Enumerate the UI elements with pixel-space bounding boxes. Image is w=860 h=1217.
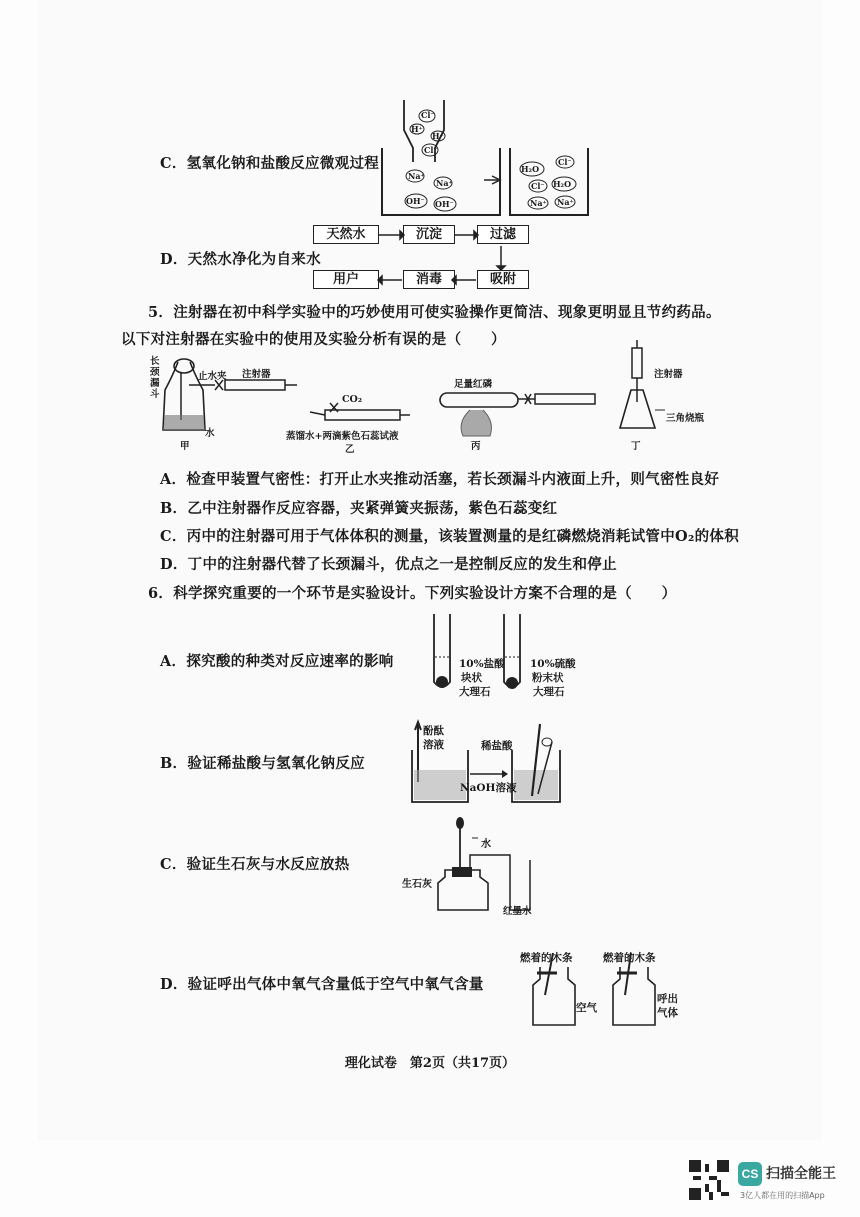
label-flask: 三角烧瓶: [666, 413, 705, 424]
label-yi-liquid: 蒸馏水+两滴紫色石蕊试液: [286, 431, 399, 442]
label-red-ink: 红墨水: [503, 906, 532, 917]
page-footer: 理化试卷 第2页（共17页）: [344, 1056, 516, 1071]
label-bing: 丙: [471, 441, 481, 452]
q5-option-b: B．乙中注射器作反应容器，夹紧弹簧夹振荡，紫色石蕊变红: [160, 500, 558, 517]
label-quicklime: 生石灰: [402, 879, 432, 890]
label-yi: 乙: [345, 444, 355, 455]
label-naoh: NaOH溶液: [460, 782, 517, 794]
label-air: 空气: [576, 1002, 597, 1014]
label-co2: CO₂: [342, 394, 362, 405]
ion-cl-2: Cl⁻: [424, 145, 438, 155]
label-ding: 丁: [631, 441, 641, 452]
flow-natural-water: 天然水: [313, 225, 379, 244]
label-syringe-2: 注射器: [654, 369, 683, 380]
label-powder: 粉末状: [532, 672, 564, 684]
camscanner-brand: 扫描全能王: [766, 1166, 836, 1182]
camscanner-slogan: 3亿人都在用的扫描App: [740, 1191, 825, 1200]
label-red-phosphorus: 足量红磷: [454, 379, 493, 390]
q5-option-a: A．检查甲装置气密性：打开止水夹推动活塞，若长颈漏斗内液面上升，则气密性良好: [160, 471, 720, 488]
label-marble-1: 大理石: [459, 686, 491, 698]
ion-cl-4: Cl⁻: [531, 181, 545, 191]
q5-option-d: D．丁中的注射器代替了长颈漏斗，优点之一是控制反应的发生和停止: [160, 556, 617, 573]
q4-option-d: D．天然水净化为自来水: [160, 251, 321, 268]
ion-h-1: H⁺: [411, 124, 423, 134]
flow-disinfect: 消毒: [403, 270, 455, 289]
flow-sediment: 沉淀: [403, 225, 455, 244]
q5-option-c: C．丙中的注射器可用于气体体积的测量，该装置测量的是红磷燃烧消耗试管中O₂的体积: [160, 528, 740, 545]
ion-h-2: H⁺: [432, 131, 444, 141]
ion-oh-1: OH⁻: [406, 196, 425, 206]
ion-na-4: Na⁺: [557, 197, 574, 207]
label-clamp: 止水夹: [198, 371, 227, 382]
label-jia: 甲: [180, 441, 190, 452]
q6-option-b: B．验证稀盐酸与氢氧化钠反应: [160, 755, 365, 772]
ion-h2o-2: H₂O: [553, 179, 572, 189]
q4-option-c: C．氢氧化钠和盐酸反应微观过程: [160, 155, 380, 172]
ion-oh-2: OH⁻: [435, 199, 454, 209]
q6-option-d: D．验证呼出气体中氧气含量低于空气中氧气含量: [160, 976, 484, 993]
ion-h2o-1: H₂O: [521, 164, 540, 174]
ion-na-1: Na⁺: [408, 171, 425, 181]
label-syringe: 注射器: [242, 369, 271, 380]
gas-bottles-diagram: [525, 965, 665, 1030]
flow-filter: 过滤: [477, 225, 529, 244]
q5-apparatus-diagram: [145, 340, 705, 450]
label-phenolphthalein: 酚酞 溶液: [423, 725, 444, 751]
flow-arrows: [0, 0, 860, 300]
camscanner-logo: CS: [738, 1162, 762, 1186]
qr-code-icon: [689, 1160, 729, 1200]
label-dilute-hcl: 稀盐酸: [481, 740, 513, 752]
flow-adsorb: 吸附: [477, 270, 529, 289]
label-water-c: 水: [481, 839, 491, 850]
label-long-funnel: 长 颈 漏 斗: [150, 356, 160, 400]
label-water: 水: [205, 428, 215, 439]
ion-na-2: Na⁺: [436, 178, 453, 188]
q6-stem: 6．科学探究重要的一个环节是实验设计。下列实验设计方案不合理的是（ ）: [148, 585, 677, 602]
label-10-h2so4: 10%硫酸: [530, 658, 576, 670]
label-burning-stick-1: 燃着的木条: [520, 952, 573, 964]
q6-option-c: C．验证生石灰与水反应放热: [160, 856, 350, 873]
quicklime-diagram: [400, 815, 550, 915]
label-exhaled-gas: 呼出 气体: [657, 993, 678, 1019]
flow-user: 用户: [313, 270, 379, 289]
q6-option-a: A．探究酸的种类对反应速率的影响: [160, 653, 394, 670]
label-10-hcl: 10%盐酸: [459, 658, 505, 670]
label-marble-2: 大理石: [533, 686, 565, 698]
label-burning-stick-2: 燃着的木条: [603, 952, 656, 964]
ion-cl-1: Cl⁻: [421, 110, 435, 120]
q5-stem-line1: 5．注射器在初中科学实验中的巧妙使用可使实验操作更简洁、现象更明显且节约药品。: [148, 304, 721, 321]
ion-cl-3: Cl⁻: [558, 157, 572, 167]
q5-stem-line2: 以下对注射器在实验中的使用及实验分析有误的是（ ）: [121, 331, 506, 348]
label-lump: 块状: [461, 672, 482, 684]
ion-na-3: Na⁺: [530, 198, 547, 208]
